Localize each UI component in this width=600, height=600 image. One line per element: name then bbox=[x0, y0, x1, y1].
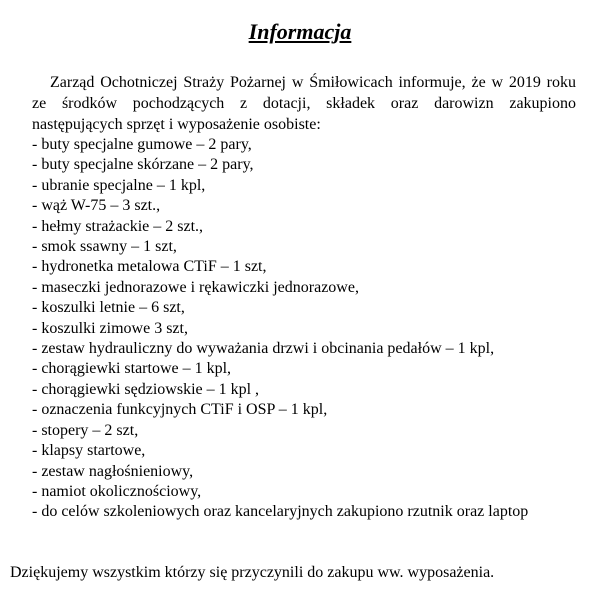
page-title: Informacja bbox=[248, 19, 352, 44]
list-item: - wąż W-75 – 3 szt., bbox=[32, 197, 161, 215]
list-item: - buty specjalne gumowe – 2 pary, bbox=[32, 136, 252, 153]
equipment-list bbox=[32, 135, 576, 523]
list-item: - maseczki jednorazowe i rękawiczki jednorazowe, bbox=[32, 278, 359, 296]
list-item: - zestaw nagłośnieniowy, bbox=[32, 462, 194, 480]
list-item: - koszulki letnie – 6 szt, bbox=[32, 299, 185, 317]
list-item: - oznaczenia funkcyjnych CTiF i OSP – 1 kpl, bbox=[32, 401, 328, 419]
list-item: - stopery – 2 szt, bbox=[32, 421, 139, 439]
list-item: - do celów szkoleniowych oraz kancelaryjnych zakupiono rzutnik oraz laptop bbox=[32, 503, 529, 521]
list-item: - chorągiewki startowe – 1 kpl, bbox=[32, 360, 232, 378]
list-item: - smok ssawny – 1 szt, bbox=[32, 238, 177, 256]
list-item: - ubranie specjalne – 1 kpl, bbox=[32, 176, 206, 194]
list-item: - buty specjalne skórzane – 2 pary, bbox=[32, 156, 254, 174]
intro-paragraph: Zarząd Ochotniczej Straży Pożarnej w Śmiłowicach informuje, że w 2019 roku ze środków pochodzących z dotacji, składek oraz darowizn zakupiono następujących sprzęt i wyposażenie osobiste: bbox=[32, 74, 576, 133]
list-item: - klapsy startowe, bbox=[32, 442, 146, 460]
list-item: - hydronetka metalowa CTiF – 1 szt, bbox=[32, 258, 267, 276]
list-item: - chorągiewki sędziowskie – 1 kpl , bbox=[32, 380, 260, 398]
list-item: - hełmy strażackie – 2 szt., bbox=[32, 217, 204, 235]
list-item: - koszulki zimowe 3 szt, bbox=[32, 319, 188, 337]
list-item: - zestaw hydrauliczny do wyważania drzwi i obcinania pedałów – 1 kpl, bbox=[32, 340, 495, 358]
list-item: - namiot okolicznościowy, bbox=[32, 482, 202, 500]
thanks-note: Dziękujemy wszystkim którzy się przyczynili do zakupu ww. wyposażenia. bbox=[10, 564, 495, 581]
